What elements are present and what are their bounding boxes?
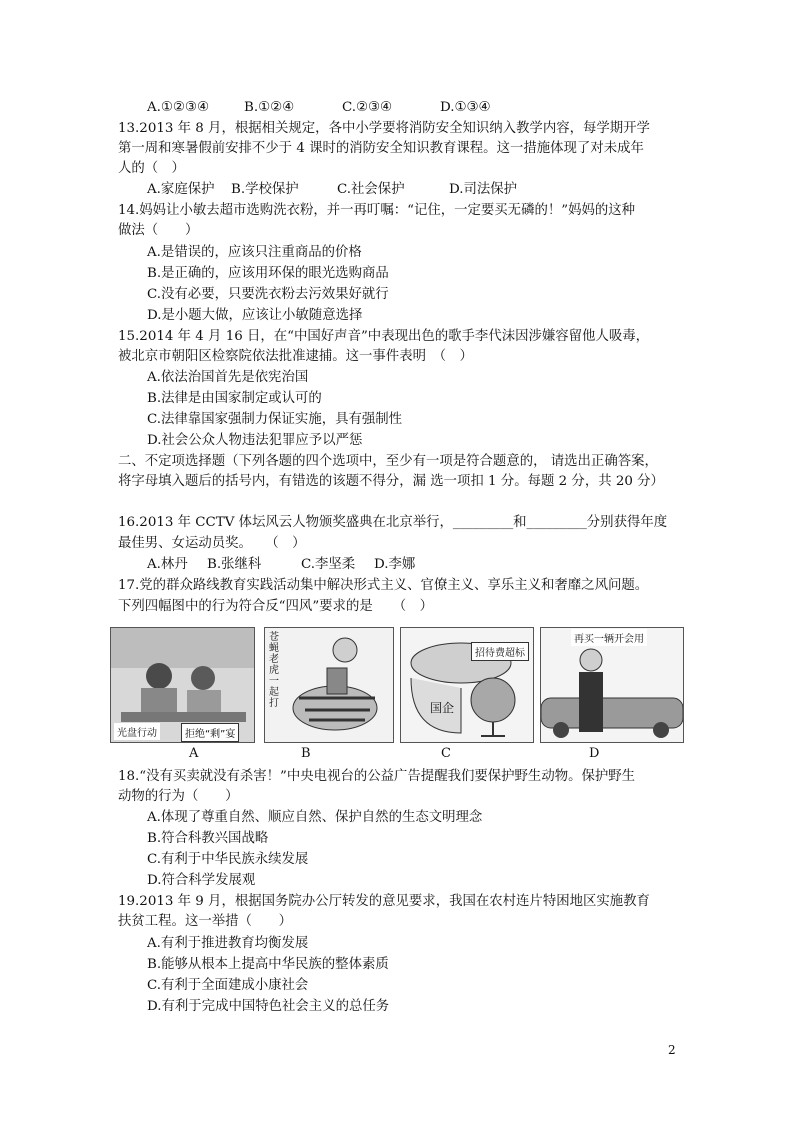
page-number: 2 (668, 1043, 676, 1057)
q17-picture-d-caption: 再买一辆开会用 (571, 629, 647, 646)
q17-picture-a-caption-1: 光盘行动 (114, 723, 160, 740)
q13-option-c: C.社会保护 (337, 182, 405, 197)
q13-stem-2: 第一周和寒暑假前安排不少于 4 课时的消防安全知识教育课程。这一措施体现了对未成年 (118, 141, 644, 156)
q18-stem-2: 动物的行为（ ） (118, 789, 239, 804)
q14-stem-1: 14.妈妈让小敏去超市选购洗衣粉，并一再叮嘱：“记住，一定要买无磷的！”妈妈的这种 (118, 203, 636, 218)
q13-option-b: B.学校保护 (231, 182, 299, 197)
q19-option-d: D.有利于完成中国特色社会主义的总任务 (147, 999, 390, 1014)
q17-picture-c (400, 627, 534, 743)
q16-option-d: D.李娜 (374, 557, 416, 572)
q15-stem-2: 被北京市朝阳区检察院依法批准逮捕。这一事件表明 （ ） (118, 349, 473, 364)
q16-stem-2: 最佳男、女运动员奖。 （ ） (118, 536, 306, 551)
q14-option-d: D.是小题大做，应该让小敏随意选择 (147, 308, 363, 323)
q15-option-a: A.依法治国首先是依宪治国 (147, 370, 309, 385)
q16-option-b: B.张继科 (207, 557, 262, 572)
q16-options (147, 555, 415, 575)
q12-option-d: D.①③④ (440, 100, 491, 115)
q17-picture-b-slogan: 苍蝇老虎一起打 (269, 632, 279, 709)
q18-option-d: D.符合科学发展观 (147, 873, 256, 888)
q13-option-a: A.家庭保护 (147, 182, 215, 197)
q17-label-b: B (301, 746, 311, 761)
q19-stem-2: 扶贫工程。这一举措（ ） (118, 914, 293, 929)
q12-options (147, 98, 491, 118)
q13-stem-3: 人的（ ） (118, 161, 185, 176)
q17-picture-c-label-expense: 招待费超标 (471, 642, 529, 661)
q15-option-d: D.社会公众人物违法犯罪应予以严惩 (147, 433, 363, 448)
q14-stem-2: 做法（ ） (118, 223, 199, 238)
q17-picture-a-caption-2: 拒绝“剩”宴 (181, 723, 239, 742)
q12-option-b: B.①②④ (244, 100, 295, 115)
q15-option-b: B.法律是由国家制定或认可的 (147, 391, 322, 406)
q15-stem-1: 15.2014 年 4 月 16 日，在“中国好声音”中表现出色的歌手李代沫因涉嫌容留他人吸毒， (118, 329, 650, 344)
q13-options (147, 180, 517, 200)
q13-stem-1: 13.2013 年 8 月，根据相关规定，各中小学要将消防安全知识纳入教学内容，每学期开学 (118, 121, 650, 136)
q17-label-a: A (189, 746, 199, 761)
q17-stem-1: 17.党的群众路线教育实践活动集中解决形式主义、官僚主义、享乐主义和奢靡之风问题。 (118, 578, 649, 593)
q16-stem-1: 16.2013 年 CCTV 体坛风云人物颁奖盛典在北京举行，_________和_________分别获得年度 (118, 515, 668, 530)
tiger-and-flies-cartoon (265, 628, 393, 742)
q16-option-c: C.李坚柔 (301, 557, 356, 572)
q17-picture-a (110, 627, 255, 743)
q19-option-a: A.有利于推进教育均衡发展 (147, 936, 309, 951)
q18-option-b: B.符合科教兴国战略 (147, 831, 269, 846)
q19-stem-1: 19.2013 年 9 月，根据国务院办公厅转发的意见要求，我国在农村连片特困地区实施教育 (118, 894, 650, 909)
q17-label-c: C (441, 746, 451, 761)
section2-heading-1: 二、不定项选择题（下列各题的四个选项中，至少有一项是符合题意的， 请选出正确答案， (118, 454, 658, 469)
section2-heading-2: 将字母填入题后的括号内，有错选的该题不得分，漏 选一项扣 1 分。每题 2 分，共 20 分） (118, 474, 664, 489)
q15-option-c: C.法律靠国家强制力保证实施，具有强制性 (147, 412, 403, 427)
q12-option-a: A.①②③④ (147, 100, 209, 115)
q14-option-c: C.没有必要，只要洗衣粉去污效果好就行 (147, 287, 389, 302)
q18-stem-1: 18.“没有买卖就没有杀害！”中央电视台的公益广告提醒我们要保护野生动物。保护野生 (118, 769, 636, 784)
q14-option-a: A.是错误的，应该只注重商品的价格 (147, 245, 362, 260)
q13-option-d: D.司法保护 (449, 182, 518, 197)
q17-picture-d (540, 627, 684, 743)
q17-picture-c-label-soe: 国企 (430, 701, 455, 715)
q16-option-a: A.林丹 (147, 557, 188, 572)
q18-option-a: A.体现了尊重自然、顺应自然、保护自然的生态文明理念 (147, 810, 483, 825)
q19-option-c: C.有利于全面建成小康社会 (147, 978, 309, 993)
q17-stem-2: 下列四幅图中的行为符合反“四风”要求的是 （ ） (118, 599, 433, 614)
q17-picture-strip (110, 627, 682, 741)
q17-label-d: D (589, 746, 600, 761)
q17-picture-b (264, 627, 394, 743)
q18-option-c: C.有利于中华民族永续发展 (147, 852, 309, 867)
q14-option-b: B.是正确的，应该用环保的眼光选购商品 (147, 266, 389, 281)
q19-option-b: B.能够从根本上提高中华民族的整体素质 (147, 957, 389, 972)
q12-option-c: C.②③④ (342, 100, 393, 115)
